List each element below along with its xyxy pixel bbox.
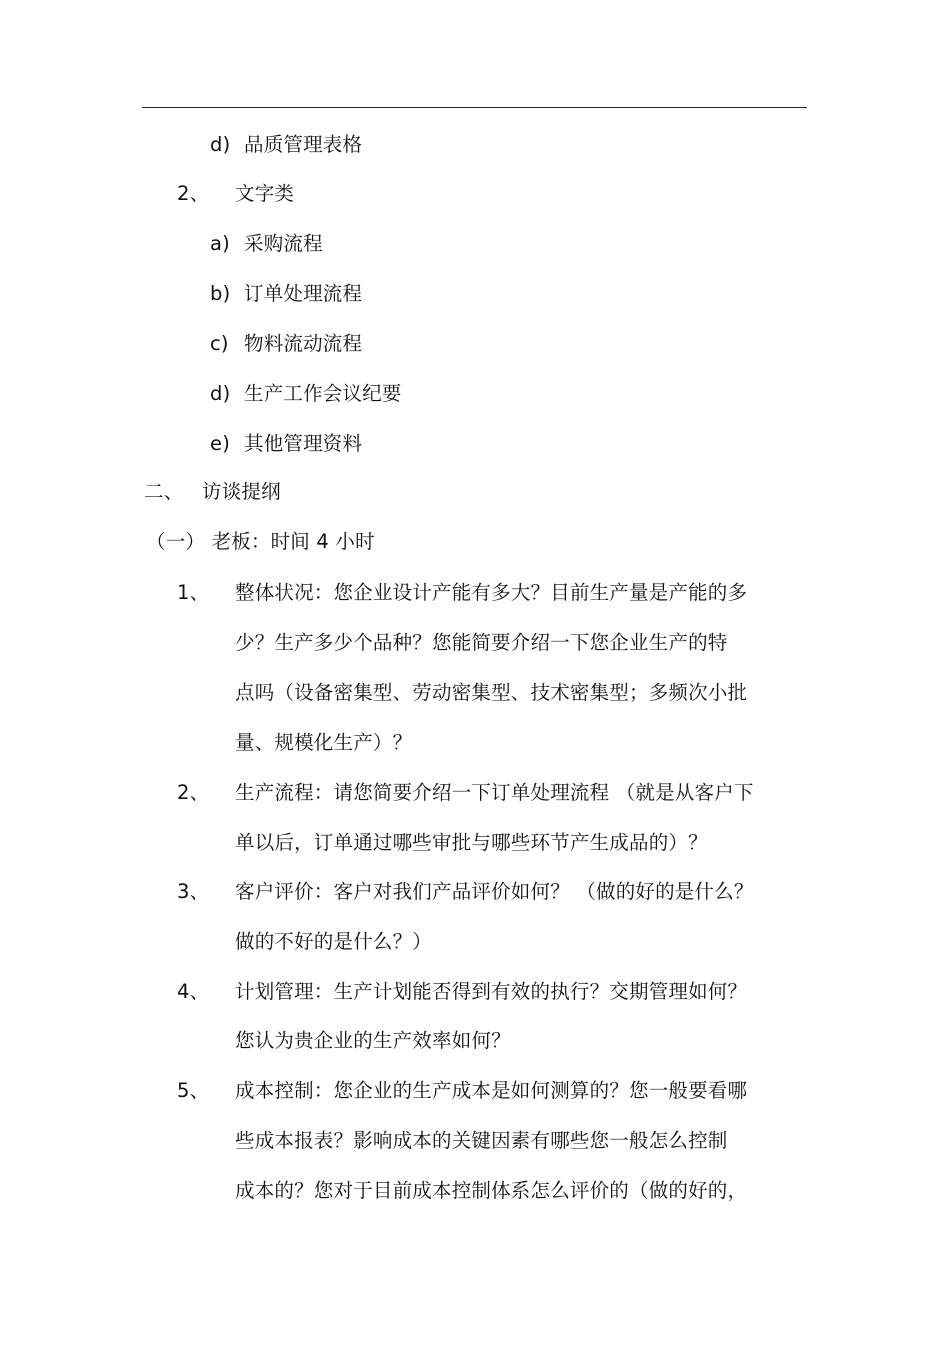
question-line: 点吗（设备密集型、劳动密集型、技术密集型；多频次小批 (235, 681, 748, 704)
question-marker: 1、 (177, 581, 210, 604)
question-line: 做的不好的是什么？） (235, 930, 433, 953)
list-item-text: 其他管理资料 (244, 432, 363, 455)
list-marker: d) (210, 382, 231, 405)
question-marker: 2、 (177, 781, 210, 804)
question-line: 生产流程：请您简要介绍一下订单处理流程 （就是从客户下 (235, 781, 754, 804)
question-line: 您认为贵企业的生产效率如何？ (235, 1029, 511, 1052)
question-line: 成本的？您对于目前成本控制体系怎么评价的（做的好的， (235, 1179, 748, 1202)
question-line: 客户评价：客户对我们产品评价如何？ （做的好的是什么？ (235, 880, 754, 903)
question-marker: 4、 (177, 980, 210, 1003)
question-line: 量、规模化生产）？ (235, 731, 413, 754)
header-rule (142, 107, 807, 108)
question-line: 些成本报表？影响成本的关键因素有哪些您一般怎么控制 (235, 1129, 728, 1152)
list-marker: e) (210, 432, 231, 455)
list-item-text: 采购流程 (244, 232, 323, 255)
section-title: 文字类 (235, 182, 295, 205)
question-marker: 3、 (177, 880, 210, 903)
list-item-text: 品质管理表格 (244, 133, 363, 156)
question-marker: 5、 (177, 1079, 210, 1102)
list-marker: c) (210, 332, 229, 355)
question-line: 成本控制：您企业的生产成本是如何测算的？您一般要看哪 (235, 1079, 748, 1102)
list-item-text: 物料流动流程 (244, 332, 363, 355)
list-item-text: 订单处理流程 (244, 282, 363, 305)
list-marker: d) (210, 133, 231, 156)
question-line: 整体状况：您企业设计产能有多大？目前生产量是产能的多 (235, 581, 748, 604)
list-marker: b) (210, 282, 231, 305)
question-line: 计划管理：生产计划能否得到有效的执行？交期管理如何？ (235, 980, 748, 1003)
chapter-title: 访谈提纲 (202, 480, 281, 503)
list-item-text: 生产工作会议纪要 (244, 382, 402, 405)
question-line: 少？生产多少个品种？您能简要介绍一下您企业生产的特 (235, 631, 728, 654)
chapter-marker: 二、 (144, 480, 184, 503)
section-marker: 2、 (177, 182, 210, 205)
subheading-text: （一） 老板：时间 4 小时 (146, 530, 375, 553)
list-marker: a) (210, 232, 230, 255)
question-line: 单以后，订单通过哪些审批与哪些环节产生成品的）？ (235, 831, 708, 854)
